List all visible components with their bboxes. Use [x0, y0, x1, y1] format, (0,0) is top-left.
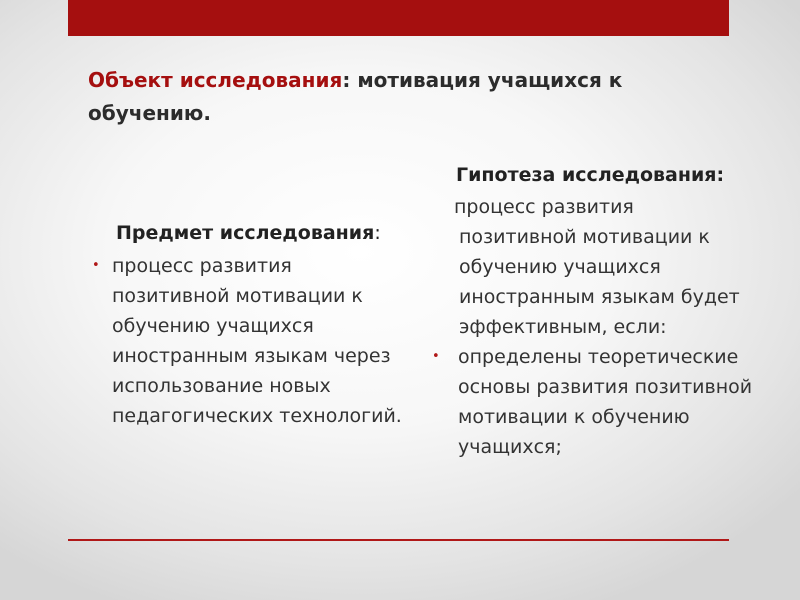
- subject-heading-colon: :: [374, 222, 381, 244]
- title-end: .: [203, 101, 211, 125]
- top-accent-bar: [68, 0, 729, 36]
- subject-list-item: [88, 251, 408, 431]
- subject-item-text: процесс развития позитивной мотивации к обучению учащихся иностранным языкам через использование новых педагогических технологий.: [112, 255, 402, 427]
- bullet-icon: •: [92, 258, 100, 273]
- hypothesis-heading: Гипотеза исследования:: [456, 164, 725, 186]
- title-colon: :: [342, 68, 351, 92]
- hypothesis-intro: процесс развития позитивной мотивации к обучению учащихся иностранным языкам будет эффективным, если:: [454, 196, 740, 338]
- bullet-icon: •: [432, 349, 440, 364]
- subject-heading: [88, 218, 408, 248]
- hypothesis-list-item: [426, 342, 756, 462]
- title-label: Объект исследования: [88, 68, 343, 92]
- hypothesis-list: [426, 342, 756, 462]
- hypothesis-column: [426, 160, 756, 462]
- subject-column: [88, 218, 408, 431]
- subject-list: [88, 251, 408, 431]
- slide-title: [88, 64, 708, 130]
- subject-heading-text: Предмет исследования: [116, 222, 375, 244]
- title-text: мотивация учащихся к обучению: [88, 68, 623, 125]
- bottom-divider: [68, 539, 729, 541]
- hypothesis-item-text: определены теоретические основы развития позитивной мотивации к обучению учащихся;: [458, 346, 753, 458]
